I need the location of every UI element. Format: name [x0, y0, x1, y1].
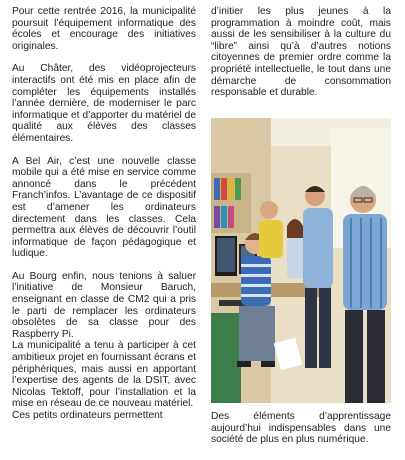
paragraph-bel-air: A Bel Air, c’est une nouvelle classe mobile qui a été mise en service comme annoncé dans le précédent Franch’infos. L’avantage de ce dispositif est d’amener les ordinateurs directement dans les classes. Cela permettra aux élèves de découvrir l’outil informatique de façon pédagogique et ludique. [12, 155, 196, 260]
photo-caption: Des éléments d’apprentissage aujourd’hui indispensables dans une société de plus en plus numérique. [211, 411, 391, 446]
right-text-column [211, 6, 391, 110]
paragraph-intro: Pour cette rentrée 2016, la municipalité poursuit l’équipement informatique des écoles et encourage des initiatives originales. [12, 6, 196, 52]
paragraph-municipalite: La municipalité a tenu à participer à cet ambitieux projet en fournissant écrans et périphériques, mais aussi en apportant l’expertise des agents de la DSIT, avec Nicolas Tektoff, pour l’installation et la mise en réseau de ce nouveau matériel. [12, 340, 196, 410]
paragraph-chater: Au Châter, des vidéoprojecteurs interactifs ont été mis en place afin de compléter les équipements installés l’année dernière, de moderniser le parc informatique et d’apporter du matériel de qualité aux élèves des classes élémentaires. [12, 63, 196, 144]
paragraph-ordinateurs: Ces petits ordinateurs permettent [12, 410, 163, 421]
left-text-column [12, 6, 196, 422]
paragraph-initier: d’initier les plus jeunes à la programmation à moindre coût, mais aussi de les sensibiliser à la culture du “libre” ainsi qu’à d’autres notions citoyennes de premier ordre comme la propriété intellectuelle, le tout dans une démarche de consommation responsable et durable. [211, 6, 391, 99]
classroom-photo [211, 118, 391, 403]
classroom-illustration [211, 118, 391, 403]
paragraph-bourg: Au Bourg enfin, nous tenions à saluer l’initiative de Monsieur Baruch, enseignant en classe de CM2 qui a pris le parti de remplacer les ordinateurs obsolètes de sa classe pour des Raspberry Pi. [12, 270, 196, 340]
